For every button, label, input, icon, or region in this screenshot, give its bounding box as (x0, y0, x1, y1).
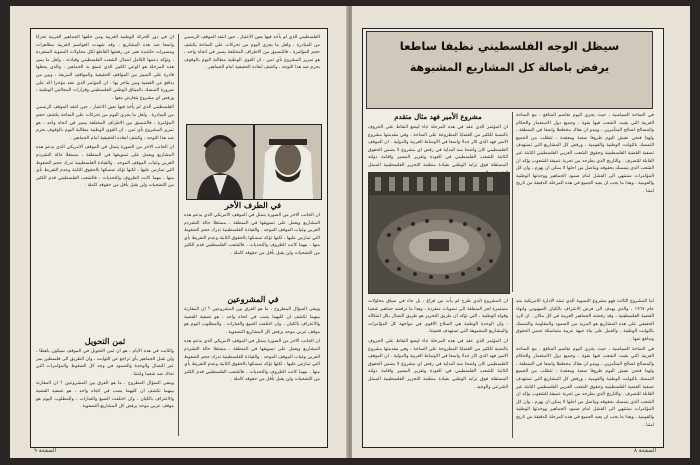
portrait-figure-1 (187, 125, 253, 199)
left-col1-bottom-text: ويبقى السؤال المطروح ، ما هو الفرق بين المشروعين ؟ ان المقارنة بينهما تكشف ان كليهما يصب في اتجاه واحد ، هو تصفية القضية والاعتراف بالكيان ، وان اختلفت الصيغ والعبارات ، والمطلوب اليوم هو موقف عربي موحد يرفض كل المشاريع التصفوية . ان الجانب الاخر من الصورة يتمثل في الموقف الامريكي الذي يدعم هذه المشاريع ويعمل على تسويقها في المنطقة ، مستغلا حالة التشرذم العربي وغياب الموقف الموحد . والقيادة الفلسطينية تدرك حجم الضغوط التي تمارس عليها ، لكنها تؤكد تمسكها بالحقوق الثابتة وعدم التفريط بأي منها ، مهما كانت الظروف والتحديات ، فالشعب الفلسطيني قدم الكثير من التضحيات ولن يقبل بأقل من حقوقه كاملة . (184, 307, 320, 383)
left-page-number: الصفحة ٩ (34, 448, 56, 454)
portrait-figure-2 (255, 125, 321, 199)
portrait-photo-2 (254, 124, 322, 200)
right-col-right-text: في الساحة السياسية ، حيث يجري اليوم تقاسم المنافع ، مع الساحة العربية التي بقيت الشعب فيها بقوة ، وجميع دول الاستعمار والحكام والمصالح لصالح المتآمرين ، ويبدو ان هناك مخططا واسعا في المنطقة ، ولهذا فنحن نعيش اليوم ظروفا صعبة ومعقدة ، تتطلب من الجميع التمسك بالثوابت الوطنية والقومية ، ورفض كل المشاريع التي تستهدف تصفية القضية الفلسطينية وحقوق الشعب العربي الفلسطيني الثابتة غير القابلة للتصرف . والتاريخ الذي يطرحه من تجربة عميقة للشعوب يؤكد ان الشعب الذي يتمسك بحقوقه ويناضل من اجلها لا يمكن ان يهزم ، وان كل المؤامرات ستنتهي الى الفشل امام صمود الجماهير ووحدتها الوطنية والقومية ، وهذا ما يجب ان يعيه الجميع في هذه المرحلة الدقيقة من تاريخ امتنا . (516, 113, 654, 194)
right-col-left-text: ان المؤتمر الذي عقد في هذه المرحلة جاء ليضع النقاط على الحروف بالنسبة للكثير من القضايا المطروحة على الساحة ، وفي مقدمتها مشروع الامير فهد الذي اثار جدلا واسعا في الاوساط العربية والدولية . ان الموقف الفلسطيني كان واضحا منذ البداية في رفض اي مشروع لا يضمن الحقوق الثابتة للشعب الفلسطيني في العودة وتقرير المصير واقامة دولته المستقلة فوق ترابه الوطني بقيادة منظمة التحرير الفلسطينية الممثل (368, 125, 508, 168)
section-heading: مشروع الأمير فهد مثال متقدم (394, 112, 482, 121)
left-col1-mid-text: ان الجانب الاخر من الصورة يتمثل في الموقف الامريكي الذي يدعم هذه المشاريع ويعمل على تسويقها في المنطقة ، مستغلا حالة التشرذم العربي وغياب الموقف الموحد . والقيادة الفلسطينية تدرك حجم الضغوط التي تمارس عليها ، لكنها تؤكد تمسكها بالحقوق الثابتة وعدم التفريط بأي منها ، مهما كانت الظروف والتحديات ، فالشعب الفلسطيني قدم الكثير من التضحيات ولن يقبل بأقل من حقوقه كاملة . (184, 213, 320, 256)
right-bottom-right-text: اما المشروع الثالث فهو مشروع التسوية الذي تبنته الادارة الامريكية منذ عام ١٩٦٧ ، والذي يهدف الى فرض الاعتراف بالكيان الصهيوني وانهاء القضية الفلسطينية ، وقد رفضته الجماهير العربية في كل مكان . ان الرد الحقيقي على هذه المشاريع هو المزيد من الصمود والمقاومة والتمسك بالثوابت الوطنية ، والعمل على بناء جبهة عربية متماسكة تحمي الحقوق وتدافع عنها . في الساحة السياسية ، حيث يجري اليوم تقاسم المنافع ، مع الساحة العربية التي بقيت الشعب فيها بقوة ، وجميع دول الاستعمار والحكام والمصالح لصالح المتآمرين ، ويبدو ان هناك مخططا واسعا في المنطقة ، ولهذا فنحن نعيش اليوم ظروفا صعبة ومعقدة ، تتطلب من الجميع التمسك بالثوابت الوطنية والقومية ، ورفض كل المشاريع التي تستهدف تصفية القضية الفلسطينية وحقوق الشعب العربي الفلسطيني الثابتة غير القابلة للتصرف . والتاريخ الذي يطرحه من تجربة عميقة للشعوب يؤكد ان الشعب الذي يتمسك بحقوقه ويناضل من اجلها لا يمكن ان يهزم ، وان كل المؤامرات ستنتهي الى الفشل امام صمود الجماهير ووحدتها الوطنية والقومية ، وهذا ما يجب ان يعيه الجميع في هذه المرحلة الدقيقة من تاريخ امتنا . (516, 299, 654, 428)
portrait-photo-1 (186, 124, 254, 200)
headline-title: سيظل الوجه الفلسطيني نظيفا ساطعا (399, 39, 620, 53)
right-bottom-left-text: ان المشروع الذي طرح لم يأت من فراغ ، بل جاء في سياق محاولات مستمرة لجر المنطقة الى تسويات منفردة ، وهذا ما ترفضه جماهير شعبنا وقواه الوطنية ، التي تؤكد ان طريق التحرير هو طريق النضال بكل اشكاله ، وان الوحدة الوطنية هي السلاح الاقوى في مواجهة كل المؤامرات والمشاريع المشبوهة التي تستهدف قضيتنا . ان المؤتمر الذي عقد في هذه المرحلة جاء ليضع النقاط على الحروف بالنسبة للكثير من القضايا المطروحة على الساحة ، وفي مقدمتها مشروع الامير فهد الذي اثار جدلا واسعا في الاوساط العربية والدولية . ان الموقف الفلسطيني كان واضحا منذ البداية في رفض اي مشروع لا يضمن الحقوق الثابتة للشعب الفلسطيني في العودة وتقرير المصير واقامة دولته المستقلة فوق ترابه الوطني بقيادة منظمة التحرير الفلسطينية الممثل الشرعي والوحيد . (368, 299, 508, 390)
right-bottom-column-divider (512, 298, 513, 438)
assembly-hall-photo (368, 172, 510, 294)
subheading-two-projects: في المشروعين (227, 294, 279, 304)
headline-subtitle: يرفض باصالة كل المشاريع المشبوهة (409, 61, 610, 74)
headline-banner (366, 31, 653, 109)
left-col2-bottom-text: والثابت في هذه الايام ، هو ان ثمن التحويل في الموقف سيكون باهظا ، ولن تقبل الجماهير بأي تراجع عن الثوابت ، وان الطريق الى فلسطين يمر عبر النضال والوحدة والصمود في وجه كل الضغوط والمؤامرات التي تحاك ضد شعبنا وامتنا . ويبقى السؤال المطروح ، ما هو الفرق بين المشروعين ؟ ان المقارنة بينهما تكشف ان كليهما يصب في اتجاه واحد ، هو تصفية القضية والاعتراف بالكيان ، وان اختلفت الصيغ والعبارات ، والمطلوب اليوم هو موقف عربي موحد يرفض كل المشاريع التصفوية . (36, 349, 174, 410)
right-page (352, 6, 690, 458)
right-column-divider (512, 112, 513, 292)
assembly-hall-illustration (369, 173, 509, 293)
left-col2-text: ان في دور الحركة الوطنية العربية ومن خلفها الجماهير العربية تحركا واسعا ضد هذه المشاريع ، وقد شهدت العواصم العربية مظاهرات ومسيرات حاشدة تعبر عن رفضها القاطع لكل محاولات التسوية المنفردة ، وتؤكد دعمها الكامل لنضال الشعب الفلسطيني وقيادته . ولعل ما يميز هذه المرحلة هو الوعي الكبير الذي تتمتع به الجماهير ، والذي يجعلها قادرة على التمييز بين المواقف الحقيقية والمواقف المزيفة ، وبين من يدافع عن القضية ومن يتاجر بها . ان المؤتمر الذي عقد مؤخرا اكد على ضرورة التمسك بالميثاق الوطني الفلسطيني وقرارات المجالس الوطنية ، ورفض اي مشروع يتعارض معها . الفلسطيني الذي لم يأخذ فيها بعين الاعتبار ، حين انتقد الموقف الرسمي من المبادرة . ولعل ما يجري اليوم من تحركات على الساحة يكشف حجم المؤامرة ، فالتنسيق بين الاطراف المختلفة يسير في اتجاه واحد ، هو تمرير المشروع بأي ثمن . ان القوى الوطنية مطالبة اليوم بالوقوف بحزم ضد هذا التوجه ، وكشف ابعاده الحقيقية امام الجماهير . ان الجانب الاخر من الصورة يتمثل في الموقف الامريكي الذي يدعم هذه المشاريع ويعمل على تسويقها في المنطقة ، مستغلا حالة التشرذم العربي وغياب الموقف الموحد . والقيادة الفلسطينية تدرك حجم الضغوط التي تمارس عليها ، لكنها تؤكد تمسكها بالحقوق الثابتة وعدم التفريط بأي منها ، مهما كانت الظروف والتحديات ، فالشعب الفلسطيني قدم الكثير من التضحيات ولن يقبل بأقل من حقوقه كاملة . (36, 35, 174, 189)
right-page-number: الصفحة ٨ (634, 448, 656, 454)
left-page (10, 6, 348, 458)
left-col1-top-text: الفلسطيني الذي لم يأخذ فيها بعين الاعتبار ، حين انتقد الموقف الرسمي من المبادرة . ولعل ما يجري اليوم من تحركات على الساحة يكشف حجم المؤامرة ، فالتنسيق بين الاطراف المختلفة يسير في اتجاه واحد ، هو تمرير المشروع بأي ثمن . ان القوى الوطنية مطالبة اليوم بالوقوف بحزم ضد هذا التوجه ، وكشف ابعاده الحقيقية امام الجماهير . (184, 35, 320, 71)
subheading-other-side: في الطرف الأخر (224, 200, 282, 210)
subheading-price-of-change: ثمن التحويل (84, 336, 126, 346)
column-divider (178, 34, 179, 436)
magazine-spread (10, 6, 690, 458)
